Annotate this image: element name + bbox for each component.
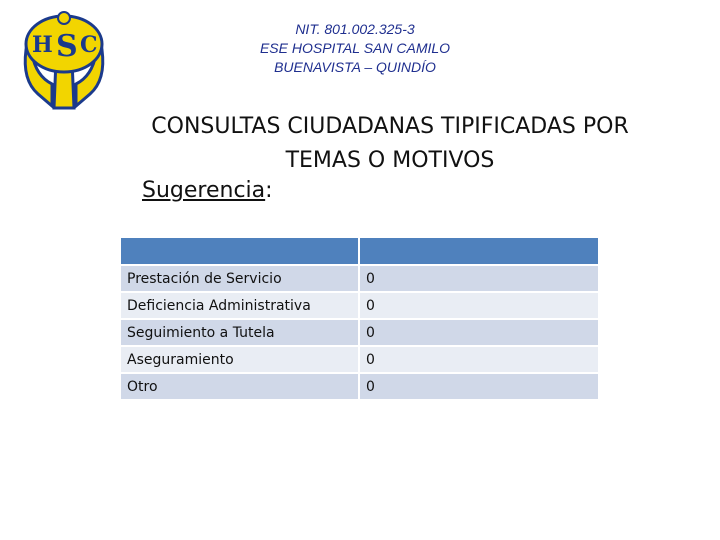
logo-letter-h: H — [32, 32, 53, 58]
organization-header — [200, 20, 510, 77]
title-line-1: CONSULTAS CIUDADANAS TIPIFICADAS POR — [151, 114, 629, 139]
subheading — [142, 178, 273, 203]
table-row — [120, 265, 599, 292]
table-row — [120, 373, 599, 400]
count-cell: 0 — [359, 292, 599, 319]
org-nit: NIT. 801.002.325-3 — [295, 21, 415, 37]
table-header-cell — [120, 237, 359, 265]
table-header-cell — [359, 237, 599, 265]
topic-cell: Prestación de Servicio — [120, 265, 359, 292]
table-row — [120, 319, 599, 346]
logo-letter-c: C — [80, 32, 98, 58]
table-row — [120, 346, 599, 373]
subheading-label: Sugerencia — [142, 178, 266, 203]
page-title — [80, 110, 700, 178]
title-line-2: TEMAS O MOTIVOS — [285, 148, 495, 173]
table-header-row — [120, 237, 599, 265]
topic-cell: Otro — [120, 373, 359, 400]
topic-cell: Seguimiento a Tutela — [120, 319, 359, 346]
org-name: ESE HOSPITAL SAN CAMILO — [259, 40, 451, 56]
count-cell: 0 — [359, 373, 599, 400]
count-cell: 0 — [359, 319, 599, 346]
org-location: BUENAVISTA – QUINDÍO — [274, 59, 436, 75]
count-cell: 0 — [359, 265, 599, 292]
table-row — [120, 292, 599, 319]
logo-letter-s: S — [56, 29, 78, 64]
hospital-logo-icon — [18, 10, 110, 112]
topics-table — [119, 236, 600, 401]
topic-cell: Deficiencia Administrativa — [120, 292, 359, 319]
subheading-suffix: : — [265, 178, 273, 203]
count-cell: 0 — [359, 346, 599, 373]
topic-cell: Aseguramiento — [120, 346, 359, 373]
